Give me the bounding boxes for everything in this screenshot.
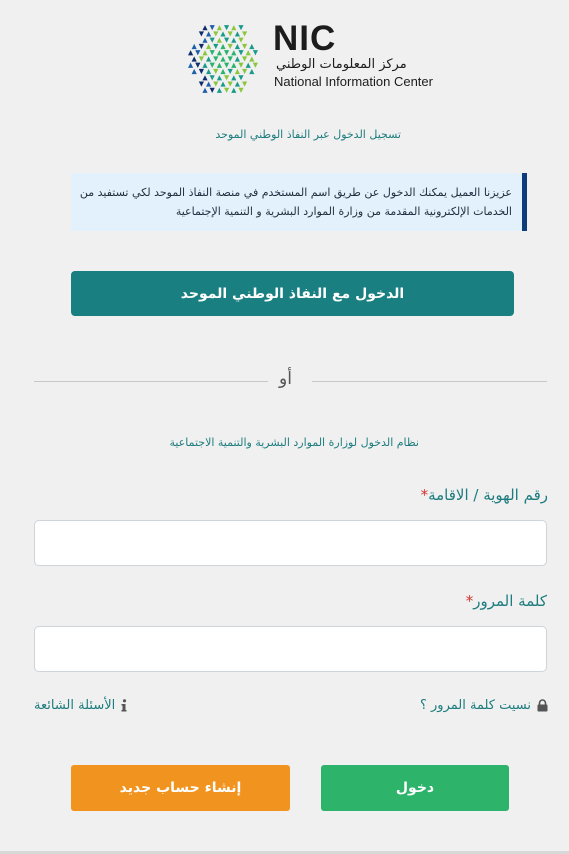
logo-triangle — [213, 31, 218, 36]
logo-triangle — [246, 63, 251, 68]
logo-triangle — [188, 50, 193, 55]
id-number-input[interactable] — [34, 520, 547, 566]
logo-triangle — [199, 81, 204, 86]
logo-triangle — [235, 81, 240, 86]
logo-triangle — [202, 25, 207, 30]
logo-triangle — [228, 44, 233, 49]
logo-triangle — [199, 69, 204, 74]
logo-triangle — [249, 44, 254, 49]
logo-triangle — [206, 44, 211, 49]
info-alert — [71, 173, 527, 231]
logo-triangle — [206, 81, 211, 86]
password-label-text: كلمة المرور — [473, 592, 547, 610]
logo-triangle — [224, 38, 229, 43]
logo-triangle — [242, 69, 247, 74]
logo-triangle — [231, 25, 236, 30]
logo-triangle — [253, 50, 258, 55]
logo-triangle — [228, 81, 233, 86]
logo-triangle — [213, 69, 218, 74]
logo-triangle — [206, 69, 211, 74]
logo-triangle — [210, 50, 215, 55]
logo-triangle — [210, 25, 215, 30]
logo-triangle — [238, 50, 243, 55]
logo-triangle — [231, 50, 236, 55]
id-label-text: رقم الهوية / الاقامة — [428, 486, 548, 504]
ministry-login-heading: نظام الدخول لوزارة الموارد البشرية والتنمية الاجتماعية — [169, 436, 419, 449]
info-alert-text: عزيزنا العميل يمكنك الدخول عن طريق اسم المستخدم في منصة النفاذ الموحد لكي تستفيد من الخدمات الإلكترونية المقدمة من وزارة الموارد البشرية و التنمية الإجتماعية — [79, 186, 512, 218]
logo-triangle — [224, 75, 229, 80]
logo-triangle — [217, 50, 222, 55]
logo-triangle — [231, 88, 236, 93]
national-sso-login-button[interactable]: الدخول مع النفاذ الوطني الموحد — [71, 271, 514, 316]
logo-triangle — [220, 31, 225, 36]
logo-triangle — [220, 56, 225, 61]
logo-triangle — [217, 38, 222, 43]
logo-triangle — [199, 31, 204, 36]
or-separator-label: أو — [279, 369, 292, 389]
logo-triangle — [213, 56, 218, 61]
logo-triangle — [202, 75, 207, 80]
lock-icon — [537, 699, 548, 712]
logo-triangle — [228, 69, 233, 74]
logo-triangle — [202, 38, 207, 43]
logo-triangle — [228, 31, 233, 36]
logo-triangle — [238, 25, 243, 30]
logo-triangle — [238, 75, 243, 80]
logo-triangle — [213, 81, 218, 86]
logo-triangle — [242, 81, 247, 86]
logo-triangle — [202, 63, 207, 68]
logo-triangle — [199, 56, 204, 61]
logo-triangle — [206, 56, 211, 61]
logo-triangle — [195, 63, 200, 68]
required-mark: * — [420, 486, 429, 504]
logo-triangle — [210, 75, 215, 80]
logo-triangle — [199, 44, 204, 49]
logo-triangle — [220, 69, 225, 74]
logo-triangle — [224, 50, 229, 55]
logo-triangle — [217, 63, 222, 68]
info-icon — [121, 699, 127, 712]
logo-arabic-name: مركز المعلومات الوطني — [276, 57, 407, 72]
forgot-password-text: نسيت كلمة المرور ؟ — [420, 698, 531, 713]
divider-left — [34, 381, 268, 382]
logo-triangle — [224, 63, 229, 68]
logo-triangle — [253, 63, 258, 68]
logo-triangle — [235, 56, 240, 61]
logo-triangle — [217, 88, 222, 93]
logo-triangle — [192, 56, 197, 61]
logo-triangle — [231, 63, 236, 68]
logo-triangle — [235, 69, 240, 74]
sso-heading: تسجيل الدخول عبر النفاذ الوطني الموحد — [215, 128, 401, 141]
required-mark: * — [465, 592, 474, 610]
logo-triangle — [235, 31, 240, 36]
logo-triangle — [246, 50, 251, 55]
logo-triangle — [217, 25, 222, 30]
nic-logo-mark — [183, 16, 263, 102]
logo-english-name: National Information Center — [274, 74, 433, 89]
logo-triangle — [242, 56, 247, 61]
faq-link[interactable] — [34, 698, 127, 713]
logo-triangle — [206, 31, 211, 36]
logo-triangle — [242, 31, 247, 36]
logo-triangle — [249, 56, 254, 61]
logo-triangle — [224, 25, 229, 30]
password-label — [466, 592, 547, 610]
divider-right — [312, 381, 547, 382]
faq-text: الأسئلة الشائعة — [34, 698, 116, 713]
logo-triangle — [242, 44, 247, 49]
logo-triangle — [220, 44, 225, 49]
logo-triangle — [210, 88, 215, 93]
logo-triangle — [231, 38, 236, 43]
logo-triangle — [202, 50, 207, 55]
create-account-button[interactable]: إنشاء حساب جديد — [71, 765, 290, 811]
logo-triangle — [202, 88, 207, 93]
logo-triangle — [217, 75, 222, 80]
logo-triangle — [210, 38, 215, 43]
password-input[interactable] — [34, 626, 547, 672]
forgot-password-link[interactable] — [420, 698, 548, 713]
logo-triangle — [213, 44, 218, 49]
login-button[interactable]: دخول — [321, 765, 509, 811]
id-number-label — [421, 486, 548, 504]
logo-triangle — [238, 88, 243, 93]
logo-triangle — [249, 69, 254, 74]
logo-brand-text: NIC — [273, 19, 337, 58]
logo-triangle — [235, 44, 240, 49]
logo-triangle — [188, 63, 193, 68]
logo-triangle — [210, 63, 215, 68]
logo-triangle — [224, 88, 229, 93]
logo-triangle — [192, 44, 197, 49]
logo-triangle — [231, 75, 236, 80]
logo-triangle — [220, 81, 225, 86]
logo-triangle — [195, 50, 200, 55]
logo-triangle — [238, 38, 243, 43]
logo-triangle — [238, 63, 243, 68]
logo-triangle — [192, 69, 197, 74]
logo-triangle — [228, 56, 233, 61]
